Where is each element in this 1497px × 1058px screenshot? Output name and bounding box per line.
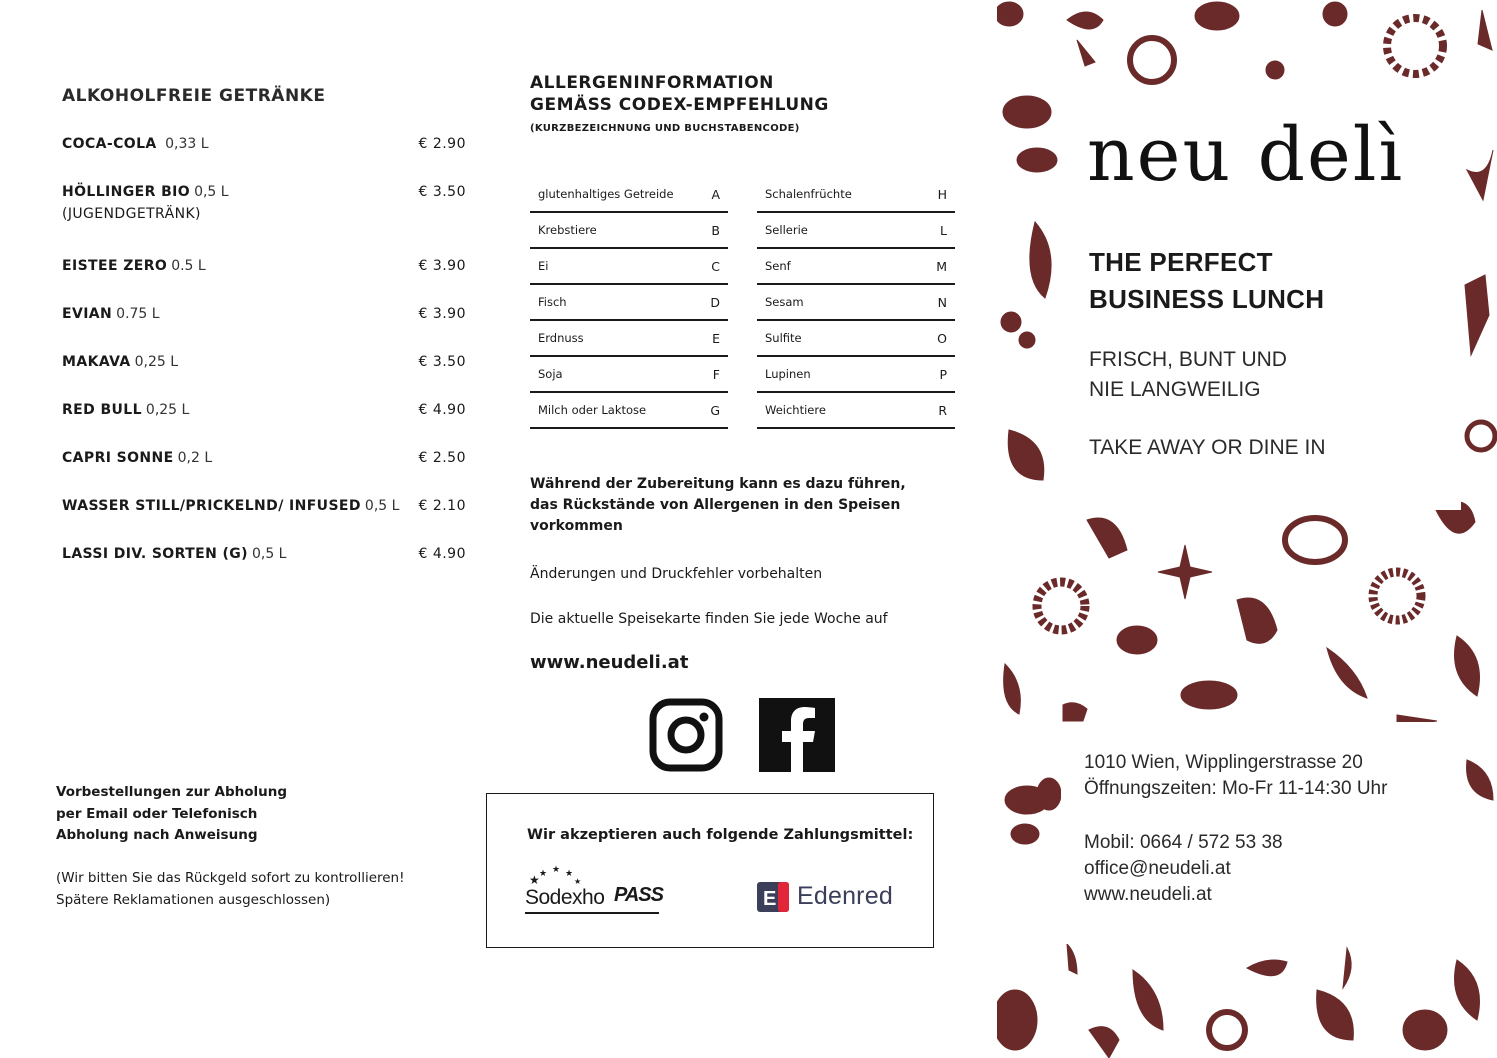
- drink-item: [62, 136, 466, 152]
- drink-name: RED BULL: [62, 402, 142, 418]
- spice-leaf-icon: [1117, 626, 1157, 654]
- svg-text:E: E: [763, 888, 777, 910]
- spice-cinnamon-icon: [1087, 518, 1127, 558]
- allergen-row: [530, 321, 728, 357]
- sub-tagline-line: NIE LANGWEILIG: [1089, 378, 1261, 401]
- drink-size: 0,5 L: [194, 184, 229, 200]
- drink-name: EVIAN: [62, 306, 113, 322]
- allergen-row: [530, 213, 728, 249]
- drink-item: [62, 402, 466, 418]
- allergen-table-left: [530, 177, 728, 429]
- spice-leaf-icon: [997, 2, 1023, 26]
- sodexo-pass-logo: [525, 860, 665, 920]
- drink-name: HÖLLINGER BIO: [62, 184, 191, 200]
- edenred-mark-icon: [757, 882, 789, 912]
- allergen-code: R: [938, 403, 947, 418]
- spice-cinnamon-icon: [997, 990, 1037, 1050]
- preorder-line: Abholung nach Anweisung: [56, 827, 258, 843]
- drink-price: € 3.50: [418, 184, 466, 200]
- tagline: [1089, 244, 1324, 318]
- email-link[interactable]: office@neudeli.at: [1084, 858, 1231, 879]
- opening-hours: Öffnungszeiten: Mo-Fr 11-14:30 Uhr: [1084, 778, 1388, 799]
- warning-line: das Rückstände von Allergenen in den Speisen: [530, 497, 901, 513]
- allergen-title: [530, 72, 829, 116]
- preorder-line: Vorbestellungen zur Abholung: [56, 784, 288, 800]
- menu-hint: Die aktuelle Speisekarte finden Sie jede Woche auf: [530, 611, 888, 627]
- spice-nut-icon: [1037, 778, 1061, 810]
- allergen-row: [530, 393, 728, 429]
- drink-size: 0,33 L: [160, 136, 209, 152]
- allergen-code: O: [937, 331, 947, 346]
- drink-price: € 3.50: [418, 354, 466, 370]
- spice-mushroom-icon: [1195, 2, 1239, 30]
- drink-price: € 2.10: [418, 498, 466, 514]
- spice-berry-icon: [1209, 1012, 1245, 1048]
- drink-item: [62, 258, 466, 274]
- allergen-name: Senf: [765, 259, 791, 273]
- allergen-row: [530, 357, 728, 393]
- website-link[interactable]: www.neudeli.at: [530, 652, 689, 673]
- spice-leaf-icon: [1455, 960, 1480, 1020]
- drink-note: (JUGENDGETRÄNK): [62, 206, 201, 222]
- change-note-line: Spätere Reklamationen ausgeschlossen): [56, 891, 331, 908]
- spice-leaf-icon: [1327, 648, 1367, 698]
- sub-tagline-line: FRISCH, BUNT UND: [1089, 348, 1287, 371]
- drink-price: € 4.90: [418, 546, 466, 562]
- allergen-name: Schalenfrüchte: [765, 187, 852, 201]
- svg-text:★: ★: [552, 865, 561, 875]
- spice-leaf-icon: [1247, 960, 1287, 976]
- sub-tagline: [1089, 345, 1287, 405]
- takeaway-text: TAKE AWAY OR DINE IN: [1089, 436, 1326, 459]
- drink-size: 0,25 L: [145, 402, 190, 418]
- allergen-row: [530, 249, 728, 285]
- drink-item: [62, 306, 466, 322]
- spice-clove-icon: [1465, 275, 1489, 355]
- allergen-code: F: [712, 367, 720, 382]
- allergen-code: M: [936, 259, 947, 274]
- allergen-row: [530, 285, 728, 321]
- allergen-row: [757, 321, 955, 357]
- facebook-icon[interactable]: [759, 698, 835, 772]
- spice-pod-icon: [1323, 2, 1347, 26]
- mobile-phone[interactable]: Mobil: 0664 / 572 53 38: [1084, 832, 1283, 853]
- drink-size: 0.75 L: [116, 306, 160, 322]
- spice-pepper-icon: [1130, 38, 1174, 82]
- spice-ginger-icon: [1067, 12, 1103, 66]
- allergen-name: Ei: [538, 259, 549, 273]
- payment-label: Wir akzeptieren auch folgende Zahlungsmittel:: [527, 827, 914, 843]
- allergen-title-line: ALLERGENINFORMATION: [530, 73, 774, 93]
- drink-price: € 3.90: [418, 306, 466, 322]
- spice-leaf-icon: [1467, 150, 1493, 200]
- instagram-icon[interactable]: [649, 698, 723, 772]
- preorder-info: [56, 782, 287, 847]
- brand-panel: [997, 0, 1497, 1058]
- drink-name: EISTEE ZERO: [62, 258, 168, 274]
- spice-leaf-icon: [1004, 664, 1021, 714]
- drinks-title: ALKOHOLFREIE GETRÄNKE: [62, 86, 326, 106]
- drink-item: [62, 450, 466, 466]
- change-note: [56, 868, 405, 911]
- spice-rosemary-icon: [1133, 970, 1163, 1030]
- allergen-code: A: [711, 187, 720, 202]
- spice-leaf-icon: [1343, 948, 1351, 988]
- tagline-line: THE PERFECT: [1089, 247, 1273, 277]
- payment-box: [486, 793, 934, 948]
- drink-size: 0,25 L: [134, 354, 179, 370]
- drink-price: € 3.90: [418, 258, 466, 274]
- spice-berry-icon: [1001, 312, 1021, 332]
- allergen-row: [757, 357, 955, 393]
- drink-name: LASSI DIV. SORTEN (G): [62, 546, 248, 562]
- preorder-line: per Email oder Telefonisch: [56, 805, 258, 822]
- allergen-code: B: [711, 223, 720, 238]
- spice-onion-icon: [1008, 430, 1044, 480]
- address: 1010 Wien, Wipplingerstrasse 20: [1084, 752, 1363, 773]
- spice-stick-icon: [1067, 944, 1077, 974]
- spice-ginger-icon: [1030, 222, 1051, 298]
- allergen-code: C: [711, 259, 720, 274]
- star-anise-icon: [1158, 545, 1212, 599]
- drink-name: CAPRI SONNE: [62, 450, 174, 466]
- drink-size: 0,2 L: [177, 450, 213, 466]
- drink-price: € 2.90: [418, 136, 466, 152]
- allergen-name: Sulfite: [765, 331, 802, 345]
- allergen-row: [757, 213, 955, 249]
- allergen-row: [757, 285, 955, 321]
- pass-text: PASS: [614, 884, 663, 906]
- drink-price: € 2.50: [418, 450, 466, 466]
- spice-walnut-icon: [1181, 681, 1237, 709]
- spice-leaf-icon: [1467, 760, 1493, 800]
- sodexo-text: Sodexho: [525, 886, 605, 909]
- website-link-contact[interactable]: www.neudeli.at: [1084, 884, 1212, 905]
- svg-text:★: ★: [539, 869, 548, 879]
- edenred-text: Edenred: [797, 882, 893, 910]
- drink-size: 0,5 L: [251, 546, 287, 562]
- drink-name: COCA-COLA: [62, 136, 157, 152]
- spice-chili-icon: [1455, 636, 1480, 696]
- neu-deli-logo: neu delì: [1087, 112, 1405, 198]
- allergen-code: G: [710, 403, 720, 418]
- spice-ginger-icon: [1089, 1027, 1119, 1058]
- drink-name: WASSER STILL/PRICKELND/ INFUSED: [62, 498, 361, 514]
- spice-mushroom-icon: [1403, 1010, 1447, 1050]
- allergen-name: Lupinen: [765, 367, 811, 381]
- drink-name: MAKAVA: [62, 354, 131, 370]
- disclaimer: Änderungen und Druckfehler vorbehalten: [530, 566, 823, 582]
- allergen-row: [530, 177, 728, 213]
- allergen-code: L: [940, 223, 947, 238]
- spice-leaf-icon: [1003, 96, 1051, 128]
- allergen-name: Sesam: [765, 295, 804, 309]
- allergen-row: [757, 393, 955, 429]
- warning-line: vorkommen: [530, 518, 623, 534]
- allergen-name: Milch oder Laktose: [538, 403, 647, 417]
- allergen-code: D: [710, 295, 720, 310]
- drink-price: € 4.90: [418, 402, 466, 418]
- drink-item: [62, 498, 466, 514]
- spice-nut-icon: [1063, 703, 1087, 721]
- spice-berry-cluster-icon: [1037, 582, 1085, 630]
- allergen-name: Fisch: [538, 295, 567, 309]
- allergen-row: [757, 249, 955, 285]
- spice-berry-icon: [1266, 61, 1284, 79]
- allergen-subtitle: (KURZBEZEICHNUNG UND BUCHSTABENCODE): [530, 123, 800, 134]
- spice-onion-icon: [1317, 990, 1354, 1040]
- allergen-name: Soja: [538, 367, 563, 381]
- spice-flower-icon: [1373, 572, 1421, 620]
- allergen-code: H: [937, 187, 947, 202]
- allergen-code: E: [712, 331, 720, 346]
- spice-nut-icon: [1017, 148, 1057, 172]
- svg-text:★: ★: [574, 877, 582, 886]
- warning-line: Während der Zubereitung kann es dazu führen,: [530, 476, 906, 492]
- spice-flower-icon: [1387, 18, 1443, 74]
- spice-ginger-icon: [1237, 598, 1277, 643]
- drink-item: [62, 354, 466, 370]
- change-note-line: (Wir bitten Sie das Rückgeld sofort zu kontrollieren!: [56, 870, 405, 886]
- allergen-name: Weichtiere: [765, 403, 826, 417]
- svg-text:★: ★: [529, 873, 540, 887]
- svg-text:★: ★: [565, 869, 574, 879]
- allergen-warning: [530, 474, 906, 537]
- allergen-name: Krebstiere: [538, 223, 597, 237]
- spice-berry-icon: [1019, 332, 1035, 348]
- spice-shell-icon: [1285, 518, 1345, 562]
- spice-bean-icon: [1011, 824, 1039, 844]
- spice-berry-icon: [1467, 422, 1495, 450]
- drink-item: [62, 184, 466, 222]
- drink-size: 0,5 L: [364, 498, 400, 514]
- allergen-code: N: [937, 295, 947, 310]
- allergen-name: glutenhaltiges Getreide: [538, 187, 674, 201]
- allergen-name: Sellerie: [765, 223, 808, 237]
- allergen-table-right: [757, 177, 955, 429]
- spice-chili-icon: [1478, 10, 1492, 50]
- drink-item: [62, 546, 466, 562]
- allergen-row: [757, 177, 955, 213]
- allergen-code: P: [939, 367, 947, 382]
- allergen-title-line: GEMÄSS CODEX-EMPFEHLUNG: [530, 95, 829, 115]
- allergen-name: Erdnuss: [538, 331, 584, 345]
- sodexo-underline: [525, 912, 659, 914]
- drink-size: 0.5 L: [171, 258, 206, 274]
- tagline-line: BUSINESS LUNCH: [1089, 284, 1325, 314]
